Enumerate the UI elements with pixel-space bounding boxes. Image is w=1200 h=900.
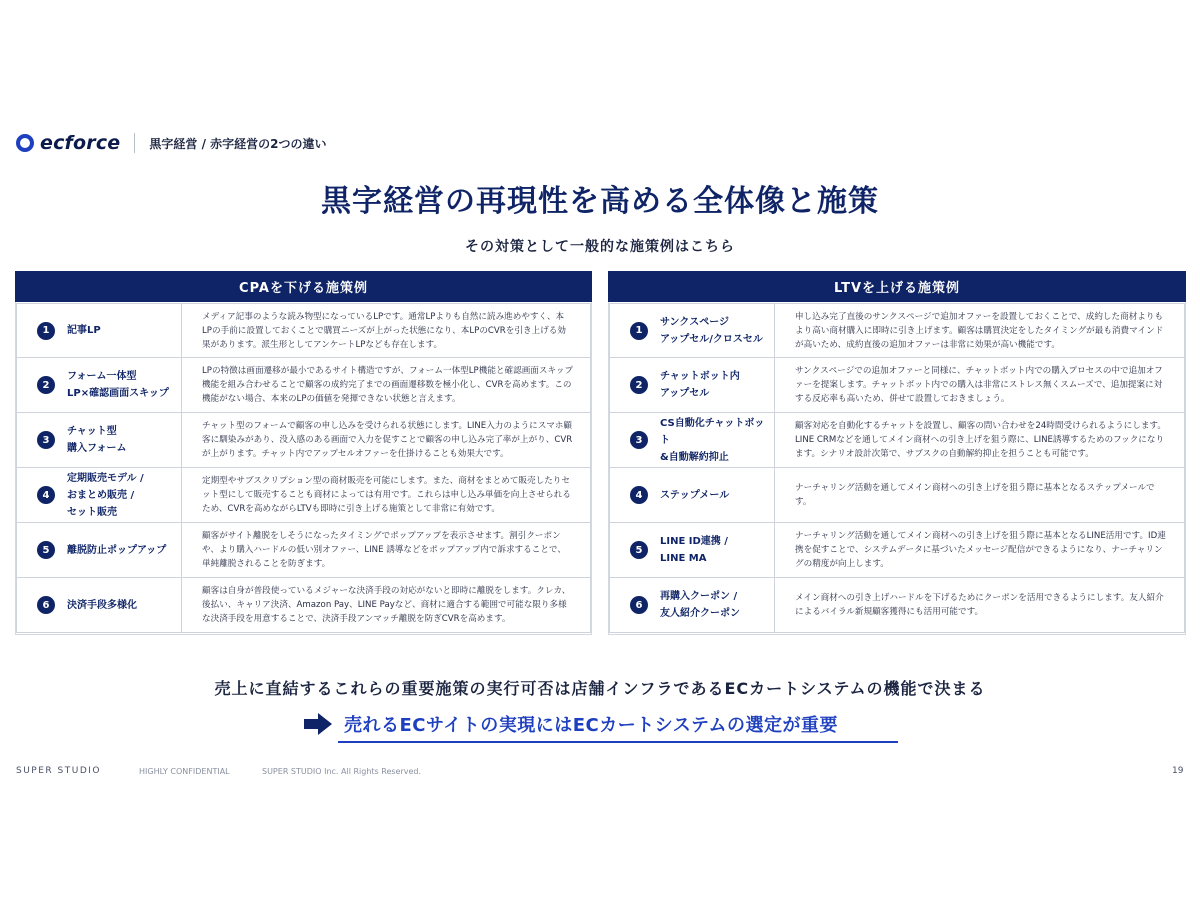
item-title: 離脱防止ポップアップ bbox=[67, 544, 167, 556]
cpa-panel bbox=[15, 271, 592, 635]
item-description: ナーチャリング活動を通してメイン商材への引き上げを狙う際に基本となるLINE活用です。ID連携を促すことで、システムデータに基づいたメッセージ配信ができるようになり、ナーチャリングの精度が向上します。 bbox=[795, 531, 1166, 569]
ltv-item-6 bbox=[609, 578, 1185, 633]
cpa-item-1 bbox=[16, 303, 591, 358]
footer-brand: SUPER STUDIO bbox=[16, 766, 101, 776]
cpa-item-2 bbox=[16, 358, 591, 413]
ltv-item-4 bbox=[609, 468, 1185, 523]
footer bbox=[0, 766, 1200, 778]
cta-underline bbox=[338, 741, 898, 743]
item-description: メディア記事のような読み物型になっているLPです。通常LPよりも自然に読み進めやすく、本LPの手前に設置しておくことで購買ニーズが上がった状態になり、本LPのCVRを引き上げる効果があります。派生形としてアンケートLPなども存在します。 bbox=[202, 311, 566, 350]
number-badge: 5 bbox=[630, 541, 648, 559]
number-badge: 3 bbox=[37, 431, 55, 449]
cpa-item-6 bbox=[16, 578, 591, 633]
item-title: チャットボット内 アップセル bbox=[660, 371, 740, 399]
page-title: 黒字経営の再現性を高める全体像と施策 bbox=[321, 184, 879, 219]
arrow-right-icon bbox=[304, 713, 332, 735]
item-description: 顧客は自身が普段使っているメジャーな決済手段の対応がないと即時に離脱をします。クレカ、後払い、キャリア決済、Amazon Pay、LINE Payなど、商材に適合する範囲で可能な限り多様な決済手段を用意することで、決済手段アンマッチ離脱を防ぎCVRを高めます。 bbox=[202, 586, 571, 624]
logo-text: ecforce bbox=[40, 132, 121, 154]
item-description: 顧客がサイト離脱をしそうになったタイミングでポップアップを表示させます。割引クーポンや、より購入ハードルの低い別オファー、LINE 誘導などをポップアップ内で訴求することで、単純離脱されることを防ぎます。 bbox=[202, 531, 566, 569]
item-title: 定期販売モデル / おまとめ販売 / セット販売 bbox=[67, 472, 144, 518]
header bbox=[16, 130, 326, 156]
number-badge: 2 bbox=[37, 376, 55, 394]
item-title: フォーム一体型 LP×確認画面スキップ bbox=[67, 371, 169, 399]
item-description: 顧客対応を自動化するチャットを設置し、顧客の問い合わせを24時間受けられるようにします。LINE CRMなどを通してメイン商材への引き上げを狙う際に、LINE誘導するためのフックになります。シナリオ設計次第で、サブスクの自動解約抑止を担うことも可能です。 bbox=[795, 421, 1166, 459]
ltv-panel bbox=[608, 271, 1186, 635]
ltv-item-2 bbox=[609, 358, 1185, 413]
item-title: チャット型 購入フォーム bbox=[67, 426, 127, 454]
cta-text: 売れるECサイトの実現にはECカートシステムの選定が重要 bbox=[344, 715, 838, 736]
ltv-item-1 bbox=[609, 303, 1185, 358]
number-badge: 3 bbox=[630, 431, 648, 449]
footer-confidential: HIGHLY CONFIDENTIAL bbox=[139, 767, 230, 776]
cpa-item-4 bbox=[16, 468, 591, 523]
item-description: チャット型のフォームで顧客の申し込みを受けられる状態にします。LINE入力のようにスマホ顧客に馴染みがあり、没入感のある画面で入力を促すことで顧客の申し込み完了率が上がり、CVRが上がります。チャット内でアップセルオファーを仕掛けることも効果大です。 bbox=[202, 421, 573, 459]
item-description: 定期型やサブスクリプション型の商材販売を可能にします。また、商材をまとめて販売したりセット型にして販売することも商材によっては有用です。これらは申し込み単価を向上させられるため、CVRを高めながらLTVも即時に引き上げる施策として非常に有効です。 bbox=[202, 476, 571, 514]
cpa-panel-title: CPAを下げる施策例 bbox=[15, 271, 592, 302]
number-badge: 4 bbox=[37, 486, 55, 504]
number-badge: 5 bbox=[37, 541, 55, 559]
page-number: 19 bbox=[1172, 766, 1184, 776]
number-badge: 1 bbox=[630, 322, 648, 340]
item-description: ナーチャリング活動を通してメイン商材への引き上げを狙う際に基本となるステップメールです。 bbox=[795, 483, 1155, 507]
footer-copyright: SUPER STUDIO Inc. All Rights Reserved. bbox=[262, 767, 422, 776]
page-subtitle: その対策として一般的な施策例はこちら bbox=[465, 239, 735, 255]
conclusion-text: 売上に直結するこれらの重要施策の実行可否は店舗インフラであるECカートシステムの機能で決まる bbox=[214, 679, 986, 698]
item-title: 決済手段多様化 bbox=[67, 599, 137, 611]
cpa-item-5 bbox=[16, 523, 591, 578]
item-title: 記事LP bbox=[67, 325, 101, 336]
cta-callout bbox=[300, 707, 900, 743]
item-description: サンクスページでの追加オファーと同様に、チャットボット内での購入プロセスの中で追加オファーを提案します。チャットボット内での購入は非常にストレス無くスムーズで、追加提案に対する反応率も高いため、併せて設置しておきましょう。 bbox=[795, 366, 1163, 404]
item-description: 申し込み完了直後のサンクスページで追加オファーを設置しておくことで、成約した商材よりもより高い商材購入に即時に引き上げます。顧客は購買決定をしたタイミングが最も消費マインドが高いため、成約直後の追加オファーは非常に効果が高い機能です。 bbox=[795, 311, 1164, 350]
cpa-list bbox=[15, 302, 592, 635]
item-title: 再購入クーポン / 友人紹介クーポン bbox=[660, 591, 740, 619]
ltv-item-5 bbox=[609, 523, 1185, 578]
number-badge: 6 bbox=[37, 596, 55, 614]
ecforce-logo bbox=[16, 132, 120, 154]
header-divider bbox=[134, 133, 135, 153]
cpa-item-3 bbox=[16, 413, 591, 468]
number-badge: 2 bbox=[630, 376, 648, 394]
number-badge: 1 bbox=[37, 322, 55, 340]
ltv-panel-title: LTVを上げる施策例 bbox=[608, 271, 1186, 302]
item-description: メイン商材への引き上げハードルを下げるためにクーポンを活用できるようにします。友人紹介によるバイラル新規顧客獲得にも活用可能です。 bbox=[795, 593, 1164, 617]
item-title: ステップメール bbox=[660, 489, 730, 501]
item-title: LINE ID連携 / LINE MA bbox=[660, 536, 728, 564]
item-title: CS自動化チャットボット &自動解約抑止 bbox=[660, 417, 765, 463]
breadcrumb: 黒字経営 / 赤字経営の2つの違い bbox=[149, 136, 327, 151]
item-description: LPの特徴は画面遷移が最小であるサイト構造ですが、フォーム一体型LP機能と確認画面スキップ機能を組み合わせることで顧客の成約完了までの画面遷移数を極小化し、CVRを高めます。この機能がない場合、本来のLPの価値を発揮できない状態と言えます。 bbox=[202, 366, 574, 404]
ltv-item-3 bbox=[609, 413, 1185, 468]
ltv-list bbox=[608, 302, 1186, 635]
item-title: サンクスページ アップセル/クロスセル bbox=[660, 316, 763, 345]
number-badge: 4 bbox=[630, 486, 648, 504]
number-badge: 6 bbox=[630, 596, 648, 614]
logo-ring-icon bbox=[16, 134, 34, 152]
